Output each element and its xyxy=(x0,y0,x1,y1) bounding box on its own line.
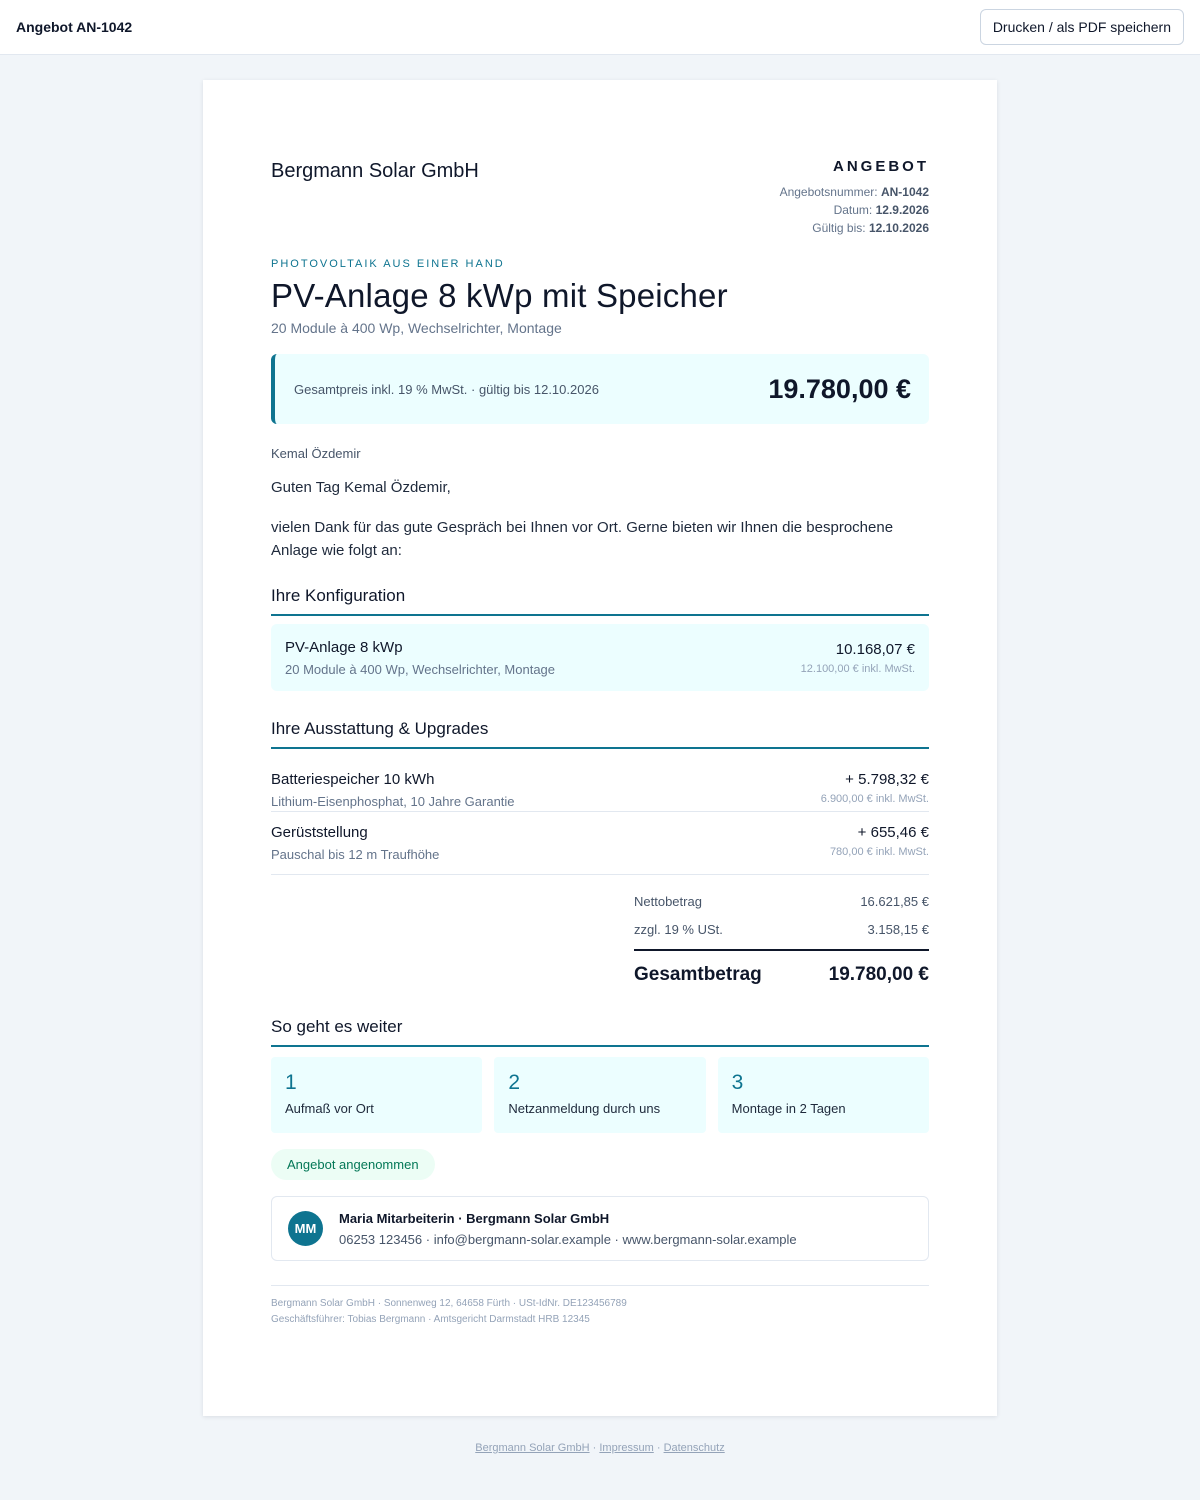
upgrade-price: + 655,46 € xyxy=(857,824,929,841)
greeting: Guten Tag Kemal Özdemir, xyxy=(271,479,451,496)
step-text: Montage in 2 Tagen xyxy=(731,1101,846,1116)
legal-line-management: Geschäftsführer: Tobias Bergmann · Amtsgericht Darmstadt HRB 12345 xyxy=(271,1314,590,1325)
next-steps-heading: So geht es weiter xyxy=(271,1017,929,1047)
totals-block xyxy=(634,887,929,997)
net-value: 16.621,85 € xyxy=(860,893,929,909)
contact-name: Maria Mitarbeiterin · Bergmann Solar GmbH xyxy=(339,1210,610,1226)
upgrade-price: + 5.798,32 € xyxy=(845,771,929,788)
upgrades-heading: Ihre Ausstattung & Upgrades xyxy=(271,719,929,749)
footer-separator: · xyxy=(653,1442,664,1454)
eyebrow-label: PHOTOVOLTAIK AUS EINER HAND xyxy=(271,258,505,270)
net-row xyxy=(634,887,929,915)
intro-text: vielen Dank für das gute Gespräch bei Ihnen vor Ort. Gerne bieten wir Ihnen die besprochene Anlage wie folgt an: xyxy=(271,519,894,559)
offer-subtitle: 20 Module à 400 Wp, Wechselrichter, Montage xyxy=(271,320,562,336)
company-name: Bergmann Solar GmbH xyxy=(271,160,479,182)
grand-total-value: 19.780,00 € xyxy=(828,964,929,985)
contact-details: 06253 123456 · info@bergmann-solar.example · www.bergmann-solar.example xyxy=(339,1231,797,1247)
legal-line-company: Bergmann Solar GmbH · Sonnenweg 12, 64658 Fürth · USt-IdNr. DE123456789 xyxy=(271,1298,627,1309)
footer-separator: · xyxy=(589,1442,600,1454)
contact-card xyxy=(271,1196,929,1261)
offer-document xyxy=(203,80,997,1416)
total-price-amount: 19.780,00 € xyxy=(768,373,911,404)
step-number: 3 xyxy=(731,1071,744,1094)
configuration-gross: 12.100,00 € inkl. MwSt. xyxy=(800,662,915,675)
step-number: 1 xyxy=(285,1071,297,1094)
configuration-item xyxy=(271,624,929,691)
offer-valid-row xyxy=(780,219,929,237)
document-header xyxy=(271,80,929,258)
configuration-desc: 20 Module à 400 Wp, Wechselrichter, Montage xyxy=(285,661,556,677)
impressum-link[interactable]: Impressum xyxy=(599,1442,654,1454)
configuration-text xyxy=(285,639,555,677)
page-title: Angebot AN-1042 xyxy=(16,19,133,35)
vat-value: 3.158,15 € xyxy=(867,921,929,937)
net-label: Nettobetrag xyxy=(634,893,702,909)
status-badge: Angebot angenommen xyxy=(271,1149,435,1180)
grand-total-label: Gesamtbetrag xyxy=(634,964,762,985)
company-link[interactable]: Bergmann Solar GmbH xyxy=(475,1442,590,1454)
vat-label: zzgl. 19 % USt. xyxy=(634,921,723,937)
offer-number-row xyxy=(780,183,929,201)
configuration-pricing xyxy=(801,641,915,675)
configuration-price: 10.168,07 € xyxy=(835,640,915,658)
top-bar xyxy=(0,0,1200,55)
grand-total-row xyxy=(634,949,929,997)
print-pdf-button[interactable]: Drucken / als PDF speichern xyxy=(980,9,1184,45)
configuration-name: PV-Anlage 8 kWp xyxy=(285,638,403,656)
upgrade-gross: 6.900,00 € inkl. MwSt. xyxy=(820,793,929,805)
vat-row xyxy=(634,915,929,943)
upgrade-item xyxy=(271,812,929,875)
offer-date-row xyxy=(780,201,929,219)
recipient-name: Kemal Özdemir xyxy=(271,446,361,461)
upgrades-list xyxy=(271,749,929,875)
step-card xyxy=(271,1057,482,1133)
configuration-heading: Ihre Konfiguration xyxy=(271,586,929,616)
step-card xyxy=(718,1057,929,1133)
upgrade-desc: Lithium-Eisenphosphat, 10 Jahre Garantie xyxy=(271,794,515,809)
legal-footer xyxy=(271,1285,929,1328)
step-text: Aufmaß vor Ort xyxy=(285,1101,374,1116)
upgrade-name: Batteriespeicher 10 kWh xyxy=(271,771,435,788)
datenschutz-link[interactable]: Datenschutz xyxy=(663,1442,725,1454)
upgrade-name: Gerüststellung xyxy=(271,824,368,841)
page-footer xyxy=(0,1442,1200,1454)
offer-number-value: AN-1042 xyxy=(880,185,929,199)
contact-info xyxy=(339,1211,797,1247)
document-type: ANGEBOT xyxy=(833,158,929,175)
total-price-card xyxy=(271,354,929,424)
offer-number-label: Angebotsnummer: xyxy=(779,185,878,199)
offer-meta xyxy=(780,158,929,237)
total-price-label: Gesamtpreis inkl. 19 % MwSt. · gültig bis 12.10.2026 xyxy=(294,381,599,397)
offer-valid-value: 12.10.2026 xyxy=(868,221,929,235)
upgrade-gross: 780,00 € inkl. MwSt. xyxy=(829,846,929,858)
next-steps-list xyxy=(271,1057,929,1133)
offer-date-value: 12.9.2026 xyxy=(875,203,929,217)
upgrade-desc: Pauschal bis 12 m Traufhöhe xyxy=(271,847,440,862)
step-card xyxy=(494,1057,705,1133)
upgrade-item xyxy=(271,749,929,812)
offer-valid-label: Gültig bis: xyxy=(812,221,866,235)
avatar: MM xyxy=(288,1211,323,1246)
step-number: 2 xyxy=(508,1071,521,1094)
offer-title: PV-Anlage 8 kWp mit Speicher xyxy=(271,277,728,314)
step-text: Netzanmeldung durch uns xyxy=(508,1101,661,1116)
offer-date-label: Datum: xyxy=(833,203,873,217)
